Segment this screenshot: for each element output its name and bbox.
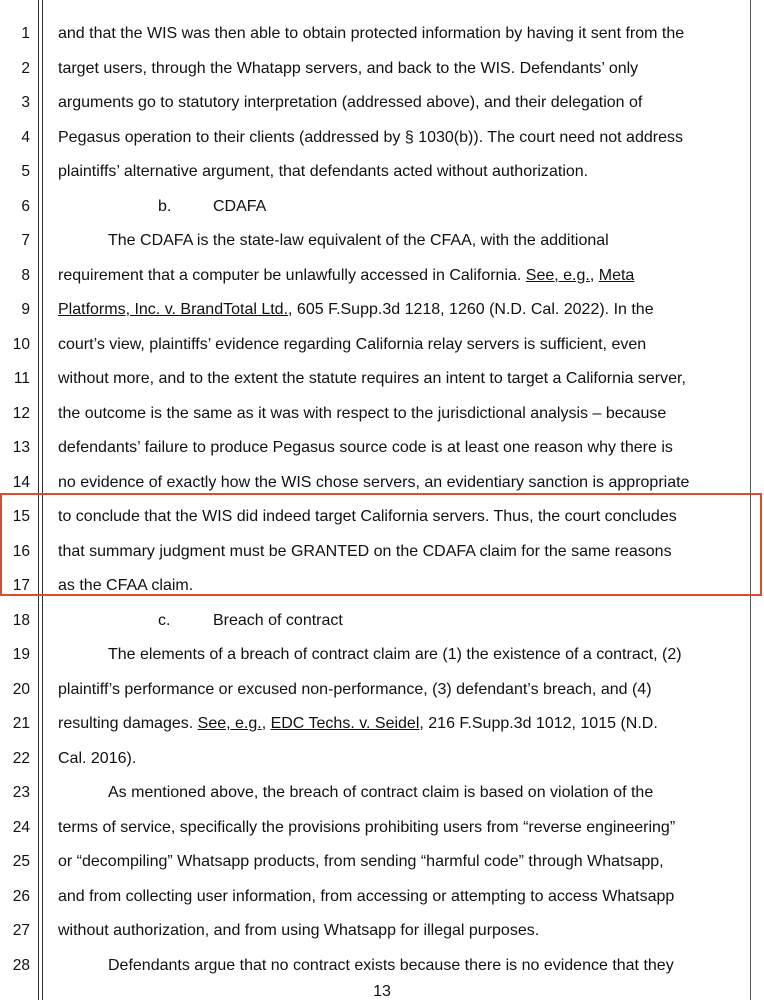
line-number: 6 (21, 197, 30, 215)
line-number: 13 (12, 439, 30, 456)
text-line: As mentioned above, the breach of contract claim is based on violation of the (108, 784, 654, 801)
line-number: 18 (12, 611, 30, 629)
text-line: as the CFAA claim. (58, 577, 194, 594)
section-title: Breach of contract (213, 611, 343, 629)
line-number: 20 (12, 680, 30, 698)
text-line: The elements of a breach of contract claim are (1) the existence of a contract, (2) (108, 646, 682, 663)
line-number: 23 (12, 784, 30, 801)
section-letter: b. (158, 197, 172, 215)
text-span: , (589, 266, 599, 284)
text-line: arguments go to statutory interpretation (addressed above), and their delegation of (58, 94, 643, 111)
text-line: The CDAFA is the state-law equivalent of the CFAA, with the additional (108, 232, 609, 249)
highlight-box (0, 493, 762, 596)
section-letter: c. (158, 611, 171, 629)
line-number: 27 (12, 922, 30, 939)
text-line: Pegasus operation to their clients (addressed by § 1030(b)). The court need not address (58, 128, 683, 146)
line-number: 10 (12, 335, 30, 353)
text-span: requirement that a computer be unlawfully accessed in California. (58, 266, 526, 284)
line-number: 1 (21, 25, 30, 42)
text-line: plaintiffs’ alternative argument, that defendants acted without authorization. (58, 163, 589, 180)
line-number: 2 (21, 59, 30, 77)
line-number: 21 (12, 715, 30, 732)
line-number: 14 (12, 473, 30, 491)
text-line (58, 707, 748, 742)
text-line: defendants’ failure to produce Pegasus source code is at least one reason why there is (58, 439, 673, 456)
line-number: 25 (12, 853, 30, 870)
line-number: 4 (21, 128, 30, 146)
text-span: resulting damages. (58, 715, 198, 732)
text-line: plaintiff’s performance or excused non-performance, (3) defendant’s breach, and (4) (58, 680, 652, 698)
text-line: and from collecting user information, from accessing or attempting to access Whatsapp (58, 887, 675, 905)
line-number: 17 (12, 577, 30, 594)
line-number: 22 (12, 749, 30, 767)
line-number: 12 (12, 404, 30, 422)
line-number: 7 (21, 232, 30, 249)
case-name: EDC Techs. v. Seidel (270, 715, 420, 732)
text-line: that summary judgment must be GRANTED on the CDAFA claim for the same reasons (58, 542, 672, 560)
line-number: 5 (21, 163, 30, 180)
text-line: to conclude that the WIS did indeed target California servers. Thus, the court concludes (58, 508, 677, 525)
section-heading-cdafa (58, 190, 748, 225)
citation-signal: See, e.g. (525, 266, 590, 284)
text-line: without more, and to the extent the statute requires an intent to target a California server, (58, 370, 686, 387)
text-line: or “decompiling” Whatsapp products, from sending “harmful code” through Whatsapp, (58, 853, 664, 870)
line-number: 15 (12, 508, 30, 525)
citation-signal: See, e.g. (197, 715, 262, 732)
text-line (58, 293, 748, 328)
text-line: target users, through the Whatapp servers, and back to the WIS. Defendants’ only (58, 59, 639, 77)
line-number: 3 (21, 94, 30, 111)
section-title: CDAFA (213, 197, 267, 215)
line-number: 28 (12, 956, 30, 974)
text-span: , 216 F.Supp.3d 1012, 1015 (N.D. (419, 715, 658, 732)
line-number: 26 (12, 887, 30, 905)
line-number: 24 (12, 818, 30, 836)
text-span: , (261, 715, 271, 732)
text-line (58, 259, 748, 294)
line-number: 8 (21, 266, 30, 284)
page-number: 13 (373, 983, 391, 1000)
text-line: court’s view, plaintiffs’ evidence regarding California relay servers is sufficient, even (58, 335, 647, 353)
line-number: 19 (12, 646, 30, 663)
line-number: 16 (12, 542, 30, 560)
text-line: Defendants argue that no contract exists because there is no evidence that they (108, 956, 674, 974)
line-number: 11 (13, 370, 30, 387)
case-name: Platforms, Inc. v. BrandTotal Ltd. (58, 301, 289, 318)
text-line: terms of service, specifically the provisions prohibiting users from “reverse engineering” (58, 818, 676, 836)
text-line: no evidence of exactly how the WIS chose servers, an evidentiary sanction is appropriate (58, 473, 690, 491)
section-heading-breach (58, 604, 748, 639)
case-name: Meta (598, 266, 635, 284)
text-line: without authorization, and from using Whatsapp for illegal purposes. (58, 922, 540, 939)
text-line: the outcome is the same as it was with respect to the jurisdictional analysis – because (58, 404, 667, 422)
line-number: 9 (21, 301, 30, 318)
text-line: and that the WIS was then able to obtain protected information by having it sent from the (58, 25, 685, 42)
text-span: , 605 F.Supp.3d 1218, 1260 (N.D. Cal. 2022). In the (288, 301, 654, 318)
text-line: Cal. 2016). (58, 749, 137, 767)
